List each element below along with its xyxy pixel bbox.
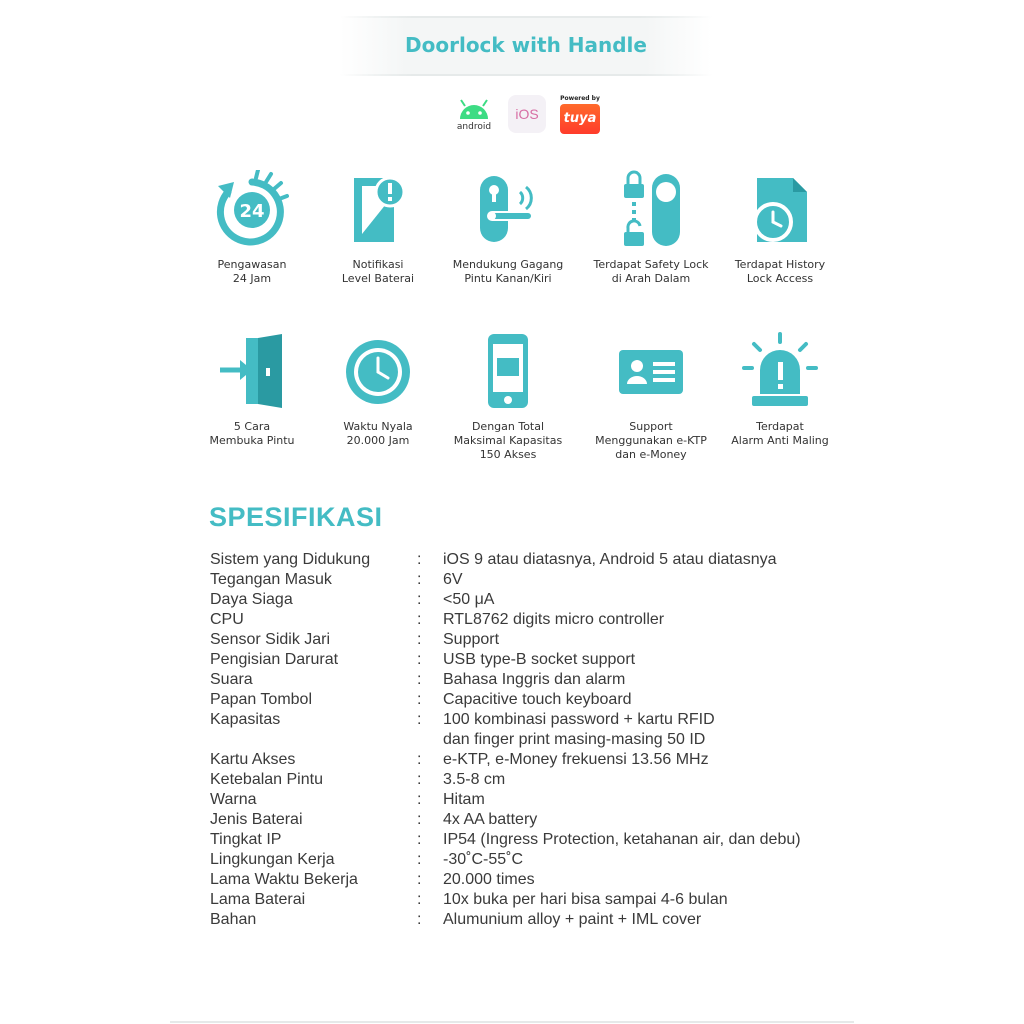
spec-row	[210, 790, 843, 810]
spec-key: Sensor Sidik Jari	[210, 631, 331, 648]
svg-text:24: 24	[239, 201, 265, 222]
feature-handle-support	[438, 170, 578, 286]
spec-row	[210, 710, 843, 750]
spec-value: Support	[443, 631, 500, 648]
feature-history	[710, 170, 850, 286]
feature-label: Notifikasi Level Baterai	[341, 258, 415, 285]
spec-row	[210, 690, 843, 710]
feature-safety-lock	[581, 170, 721, 286]
title-banner	[340, 16, 712, 76]
spec-key: Bahan	[210, 911, 257, 928]
feature-label: 5 Cara Membuka Pintu	[209, 420, 295, 447]
spec-separator: :	[417, 751, 422, 768]
spec-key: Ketebalan Pintu	[210, 771, 323, 788]
ios-badge	[508, 95, 546, 133]
feature-label: Terdapat Alarm Anti Maling	[731, 420, 829, 447]
spec-row	[210, 850, 843, 870]
feature-ektp-support	[581, 332, 721, 462]
feature-label: Terdapat History Lock Access	[734, 258, 826, 285]
spec-separator: :	[417, 651, 422, 668]
spec-key: Kapasitas	[210, 711, 281, 728]
feature-capacity	[438, 332, 578, 462]
spec-value: Alumunium alloy + paint + IML cover	[443, 911, 702, 928]
feature-label: Pengawasan 24 Jam	[217, 258, 287, 285]
spec-separator: :	[417, 811, 422, 828]
spec-separator: :	[417, 911, 422, 928]
spec-row	[210, 890, 843, 910]
spec-row	[210, 910, 843, 930]
spec-separator: :	[417, 571, 422, 588]
spec-row	[210, 870, 843, 890]
spec-row	[210, 810, 843, 830]
spec-row	[210, 670, 843, 690]
spec-key: CPU	[210, 611, 244, 628]
feature-24h-monitoring	[182, 170, 322, 286]
platform-badges	[452, 92, 602, 136]
spec-key: Tingkat IP	[210, 831, 282, 848]
safety-lock-icon	[616, 170, 686, 250]
spec-key: Lama Waktu Bekerja	[210, 871, 358, 888]
feature-open-methods	[182, 332, 322, 448]
spec-value: 6V	[443, 571, 463, 588]
spec-separator: :	[417, 831, 422, 848]
spec-separator: :	[417, 611, 422, 628]
tuya-badge	[558, 92, 602, 136]
spec-table	[210, 550, 843, 930]
spec-key: Sistem yang Didukung	[210, 551, 371, 568]
feature-label: Mendukung Gagang Pintu Kanan/Kiri	[452, 258, 564, 285]
clock-icon	[340, 332, 416, 412]
spec-row	[210, 550, 843, 570]
spec-row	[210, 610, 843, 630]
24-hour-icon	[214, 170, 290, 250]
feature-battery-notification	[308, 170, 448, 286]
spec-separator: :	[417, 791, 422, 808]
spec-separator: :	[417, 671, 422, 688]
spec-value: <50 μA	[443, 591, 495, 608]
history-log-icon	[743, 170, 817, 250]
android-icon	[456, 97, 492, 121]
feature-on-time	[308, 332, 448, 448]
spec-row	[210, 630, 843, 650]
spec-separator: :	[417, 871, 422, 888]
spec-separator: :	[417, 691, 422, 708]
spec-key: Suara	[210, 671, 253, 688]
android-badge	[452, 92, 496, 136]
spec-value: -30˚C-55˚C	[443, 851, 524, 868]
spec-value: IP54 (Ingress Protection, ketahanan air, dan debu)	[443, 831, 801, 848]
spec-separator: :	[417, 591, 422, 608]
ios-label: iOS	[515, 106, 539, 122]
spec-value: e-KTP, e-Money frekuensi 13.56 MHz	[443, 751, 709, 768]
tuya-powered-label: Powered by	[560, 94, 600, 102]
spec-row	[210, 570, 843, 590]
spec-value: 4x AA battery	[443, 811, 538, 828]
spec-value: Hitam	[443, 791, 485, 808]
spec-value: 3.5-8 cm	[443, 771, 506, 788]
spec-value: USB type-B socket support	[443, 651, 636, 668]
spec-separator: :	[417, 771, 422, 788]
spec-separator: :	[417, 551, 422, 568]
spec-value: 20.000 times	[443, 871, 535, 888]
id-card-icon	[613, 332, 689, 412]
spec-key: Kartu Akses	[210, 751, 296, 768]
spec-row	[210, 770, 843, 790]
spec-row	[210, 590, 843, 610]
feature-label: Dengan Total Maksimal Kapasitas 150 Akses	[453, 420, 563, 461]
page-title: Doorlock with Handle	[405, 33, 647, 57]
spec-key: Pengisian Darurat	[210, 651, 339, 668]
spec-separator: :	[417, 631, 422, 648]
spec-row	[210, 650, 843, 670]
spec-value: RTL8762 digits micro controller	[443, 611, 665, 628]
feature-label: Support Menggunakan e-KTP dan e-Money	[595, 420, 707, 461]
spec-key: Warna	[210, 791, 257, 808]
spec-value: 100 kombinasi password + kartu RFID dan finger print masing-masing 50 ID	[443, 711, 715, 748]
spec-separator: :	[417, 711, 422, 728]
spec-key: Lama Baterai	[210, 891, 306, 908]
door-handle-icon	[468, 170, 548, 250]
spec-key: Tegangan Masuk	[210, 571, 332, 588]
spec-value: 10x buka per hari bisa sampai 4-6 bulan	[443, 891, 728, 908]
spec-key: Jenis Baterai	[210, 811, 303, 828]
spec-separator: :	[417, 851, 422, 868]
spec-separator: :	[417, 891, 422, 908]
door-enter-icon	[214, 332, 290, 412]
spec-row	[210, 830, 843, 850]
feature-anti-theft-alarm	[710, 332, 850, 448]
alarm-siren-icon	[740, 332, 820, 412]
spec-value: iOS 9 atau diatasnya, Android 5 atau diatasnya	[443, 551, 777, 568]
battery-alert-icon	[348, 170, 408, 250]
feature-label: Terdapat Safety Lock di Arah Dalam	[593, 258, 709, 285]
spec-value: Bahasa Inggris dan alarm	[443, 671, 626, 688]
bottom-divider	[170, 1021, 854, 1023]
phone-icon	[478, 332, 538, 412]
spec-value: Capacitive touch keyboard	[443, 691, 632, 708]
spec-title: SPESIFIKASI	[209, 502, 383, 532]
spec-key: Lingkungan Kerja	[210, 851, 335, 868]
tuya-logo: tuya	[560, 104, 600, 134]
spec-row	[210, 750, 843, 770]
feature-label: Waktu Nyala 20.000 Jam	[343, 420, 413, 447]
spec-key: Daya Siaga	[210, 591, 293, 608]
spec-key: Papan Tombol	[210, 691, 312, 708]
android-label: android	[456, 121, 492, 132]
